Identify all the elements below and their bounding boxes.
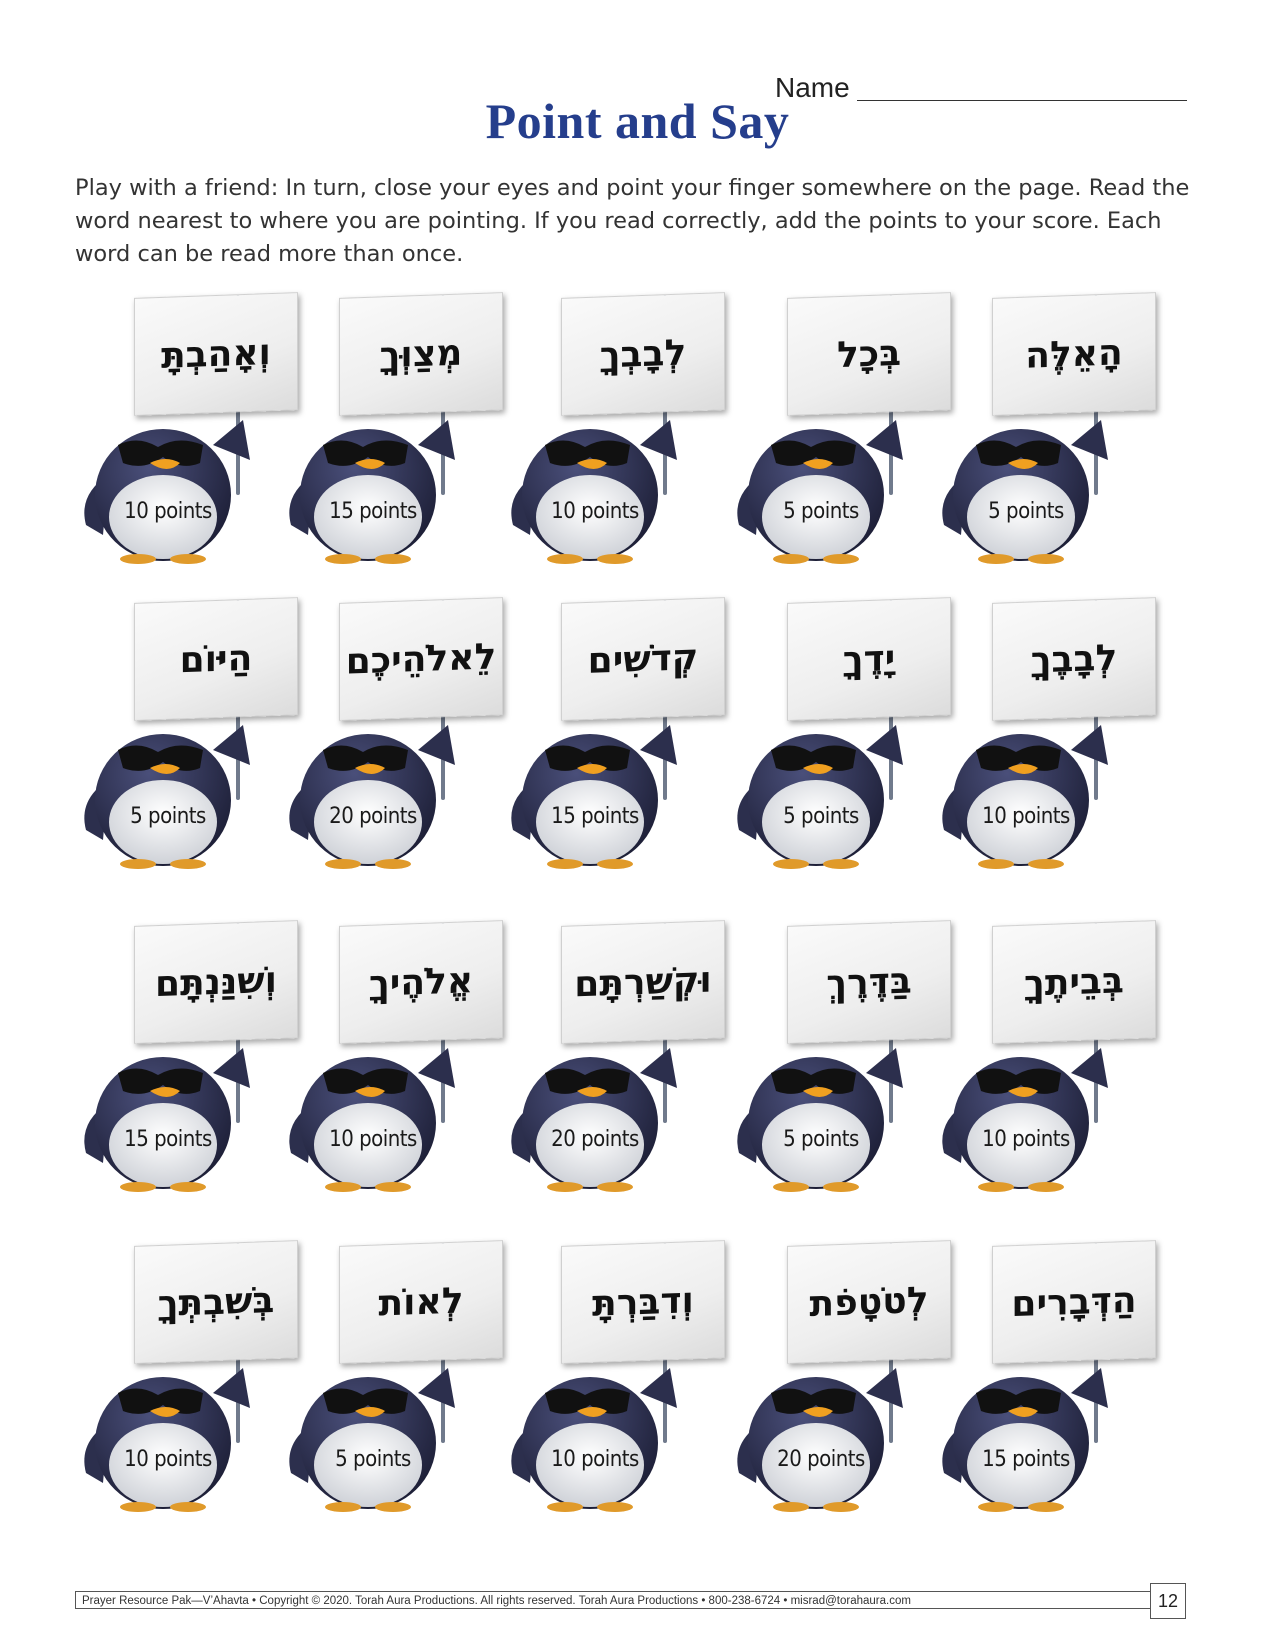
points-label: 5 points [783, 1127, 859, 1152]
penguin-card[interactable] [936, 295, 1151, 565]
points-label: 20 points [329, 804, 417, 829]
penguin-icon [505, 405, 725, 565]
hebrew-word: הָאֵלֶּה [1025, 331, 1123, 377]
penguin-card[interactable] [505, 923, 720, 1193]
hebrew-word: הַיּוֹם [179, 637, 253, 681]
hebrew-word: וְשִׁנַּנְתָּם [155, 959, 277, 1005]
hebrew-word: לֵאלֹהֵיכֶם [345, 635, 497, 683]
word-sign [561, 1240, 725, 1364]
word-sign [561, 292, 725, 416]
points-label: 5 points [335, 1447, 411, 1472]
word-sign [787, 597, 951, 721]
penguin-icon [78, 1033, 298, 1193]
points-label: 10 points [124, 499, 212, 524]
penguin-icon [936, 1033, 1156, 1193]
card-grid [78, 295, 1208, 1555]
penguin-card[interactable] [283, 1243, 498, 1513]
hebrew-word: בַּדֶּרֶךְ [826, 960, 912, 1004]
penguin-card[interactable] [505, 295, 720, 565]
word-sign [992, 292, 1156, 416]
penguin-card[interactable] [78, 295, 293, 565]
word-sign [992, 1240, 1156, 1364]
penguin-icon [936, 710, 1156, 870]
penguin-card[interactable] [283, 600, 498, 870]
page-title: Point and Say [485, 93, 790, 149]
penguin-icon [731, 710, 951, 870]
word-sign [339, 597, 503, 721]
word-sign [992, 597, 1156, 721]
word-sign [134, 1240, 298, 1364]
points-label: 15 points [551, 804, 639, 829]
points-label: 15 points [329, 499, 417, 524]
word-sign [134, 292, 298, 416]
penguin-icon [505, 1353, 725, 1513]
hebrew-word: מְצַוְּךָ [379, 332, 463, 376]
penguin-icon [283, 405, 503, 565]
hebrew-word: הַדְּבָרִים [1011, 1279, 1137, 1325]
points-label: 10 points [329, 1127, 417, 1152]
name-label: Name [775, 72, 850, 103]
penguin-icon [78, 405, 298, 565]
hebrew-word: לְבָבֶךָ [1030, 636, 1118, 682]
penguin-card[interactable] [505, 600, 720, 870]
penguin-icon [936, 1353, 1156, 1513]
penguin-icon [731, 1033, 951, 1193]
penguin-card[interactable] [78, 600, 293, 870]
hebrew-word: וּקְשַׁרְתָּם [574, 959, 712, 1005]
word-sign [787, 1240, 951, 1364]
points-label: 10 points [124, 1447, 212, 1472]
penguin-icon [731, 405, 951, 565]
penguin-card[interactable] [936, 1243, 1151, 1513]
points-label: 5 points [988, 499, 1064, 524]
hebrew-word: לְבָבְךָ [599, 331, 687, 377]
penguin-card[interactable] [283, 295, 498, 565]
penguin-card[interactable] [731, 923, 946, 1193]
points-label: 20 points [551, 1127, 639, 1152]
penguin-icon [78, 1353, 298, 1513]
word-sign [339, 1240, 503, 1364]
word-sign [561, 597, 725, 721]
penguin-icon [505, 1033, 725, 1193]
word-sign [339, 920, 503, 1044]
penguin-icon [731, 1353, 951, 1513]
points-label: 20 points [777, 1447, 865, 1472]
word-sign [787, 292, 951, 416]
hebrew-word: בְּכָל [836, 332, 902, 376]
penguin-card[interactable] [936, 923, 1151, 1193]
footer: Prayer Resource Pak—V’Ahavta • Copyright © 2020. Torah Aura Productions. All rights reserved. Torah Aura Productions • 800-238-6724 • misrad@torahaura.com [75, 1591, 1163, 1609]
hebrew-word: וְאָהַבְתָּ [161, 331, 271, 377]
hebrew-word: בְּבֵיתֶךָ [1024, 959, 1124, 1005]
word-sign [339, 292, 503, 416]
points-label: 15 points [124, 1127, 212, 1152]
word-sign [992, 920, 1156, 1044]
instructions: Play with a friend: In turn, close your eyes and point your finger somewhere on the page. Read the word nearest to where you are pointing. If you read correctly, add the points to your score. Each word can be read more than once. [75, 175, 1190, 267]
points-label: 10 points [982, 1127, 1070, 1152]
hebrew-word: לְאוֹת [378, 1280, 464, 1324]
penguin-card[interactable] [936, 600, 1151, 870]
penguin-icon [283, 710, 503, 870]
penguin-card[interactable] [731, 295, 946, 565]
penguin-card[interactable] [78, 1243, 293, 1513]
penguin-card[interactable] [78, 923, 293, 1193]
word-sign [134, 597, 298, 721]
points-label: 10 points [551, 1447, 639, 1472]
word-sign [561, 920, 725, 1044]
penguin-card[interactable] [731, 1243, 946, 1513]
penguin-card[interactable] [505, 1243, 720, 1513]
hebrew-word: אֱלֹהֶיךָ [368, 959, 474, 1005]
hebrew-word: לְטֹטָפֹת [809, 1279, 929, 1325]
page-number: 12 [1150, 1583, 1186, 1619]
points-label: 10 points [551, 499, 639, 524]
points-label: 5 points [783, 499, 859, 524]
points-label: 10 points [982, 804, 1070, 829]
word-sign [787, 920, 951, 1044]
penguin-icon [505, 710, 725, 870]
points-label: 15 points [982, 1447, 1070, 1472]
penguin-icon [283, 1353, 503, 1513]
penguin-icon [936, 405, 1156, 565]
hebrew-word: וְדִבַּרְתָּ [592, 1279, 694, 1325]
hebrew-word: יָדֶךָ [842, 637, 896, 681]
penguin-icon [283, 1033, 503, 1193]
points-label: 5 points [130, 804, 206, 829]
hebrew-word: קְדֹשִׁים [587, 636, 699, 682]
points-label: 5 points [783, 804, 859, 829]
penguin-icon [78, 710, 298, 870]
penguin-card[interactable] [731, 600, 946, 870]
word-sign [134, 920, 298, 1044]
penguin-card[interactable] [283, 923, 498, 1193]
hebrew-word: בְּשִׁבְתְּךָ [157, 1279, 275, 1325]
